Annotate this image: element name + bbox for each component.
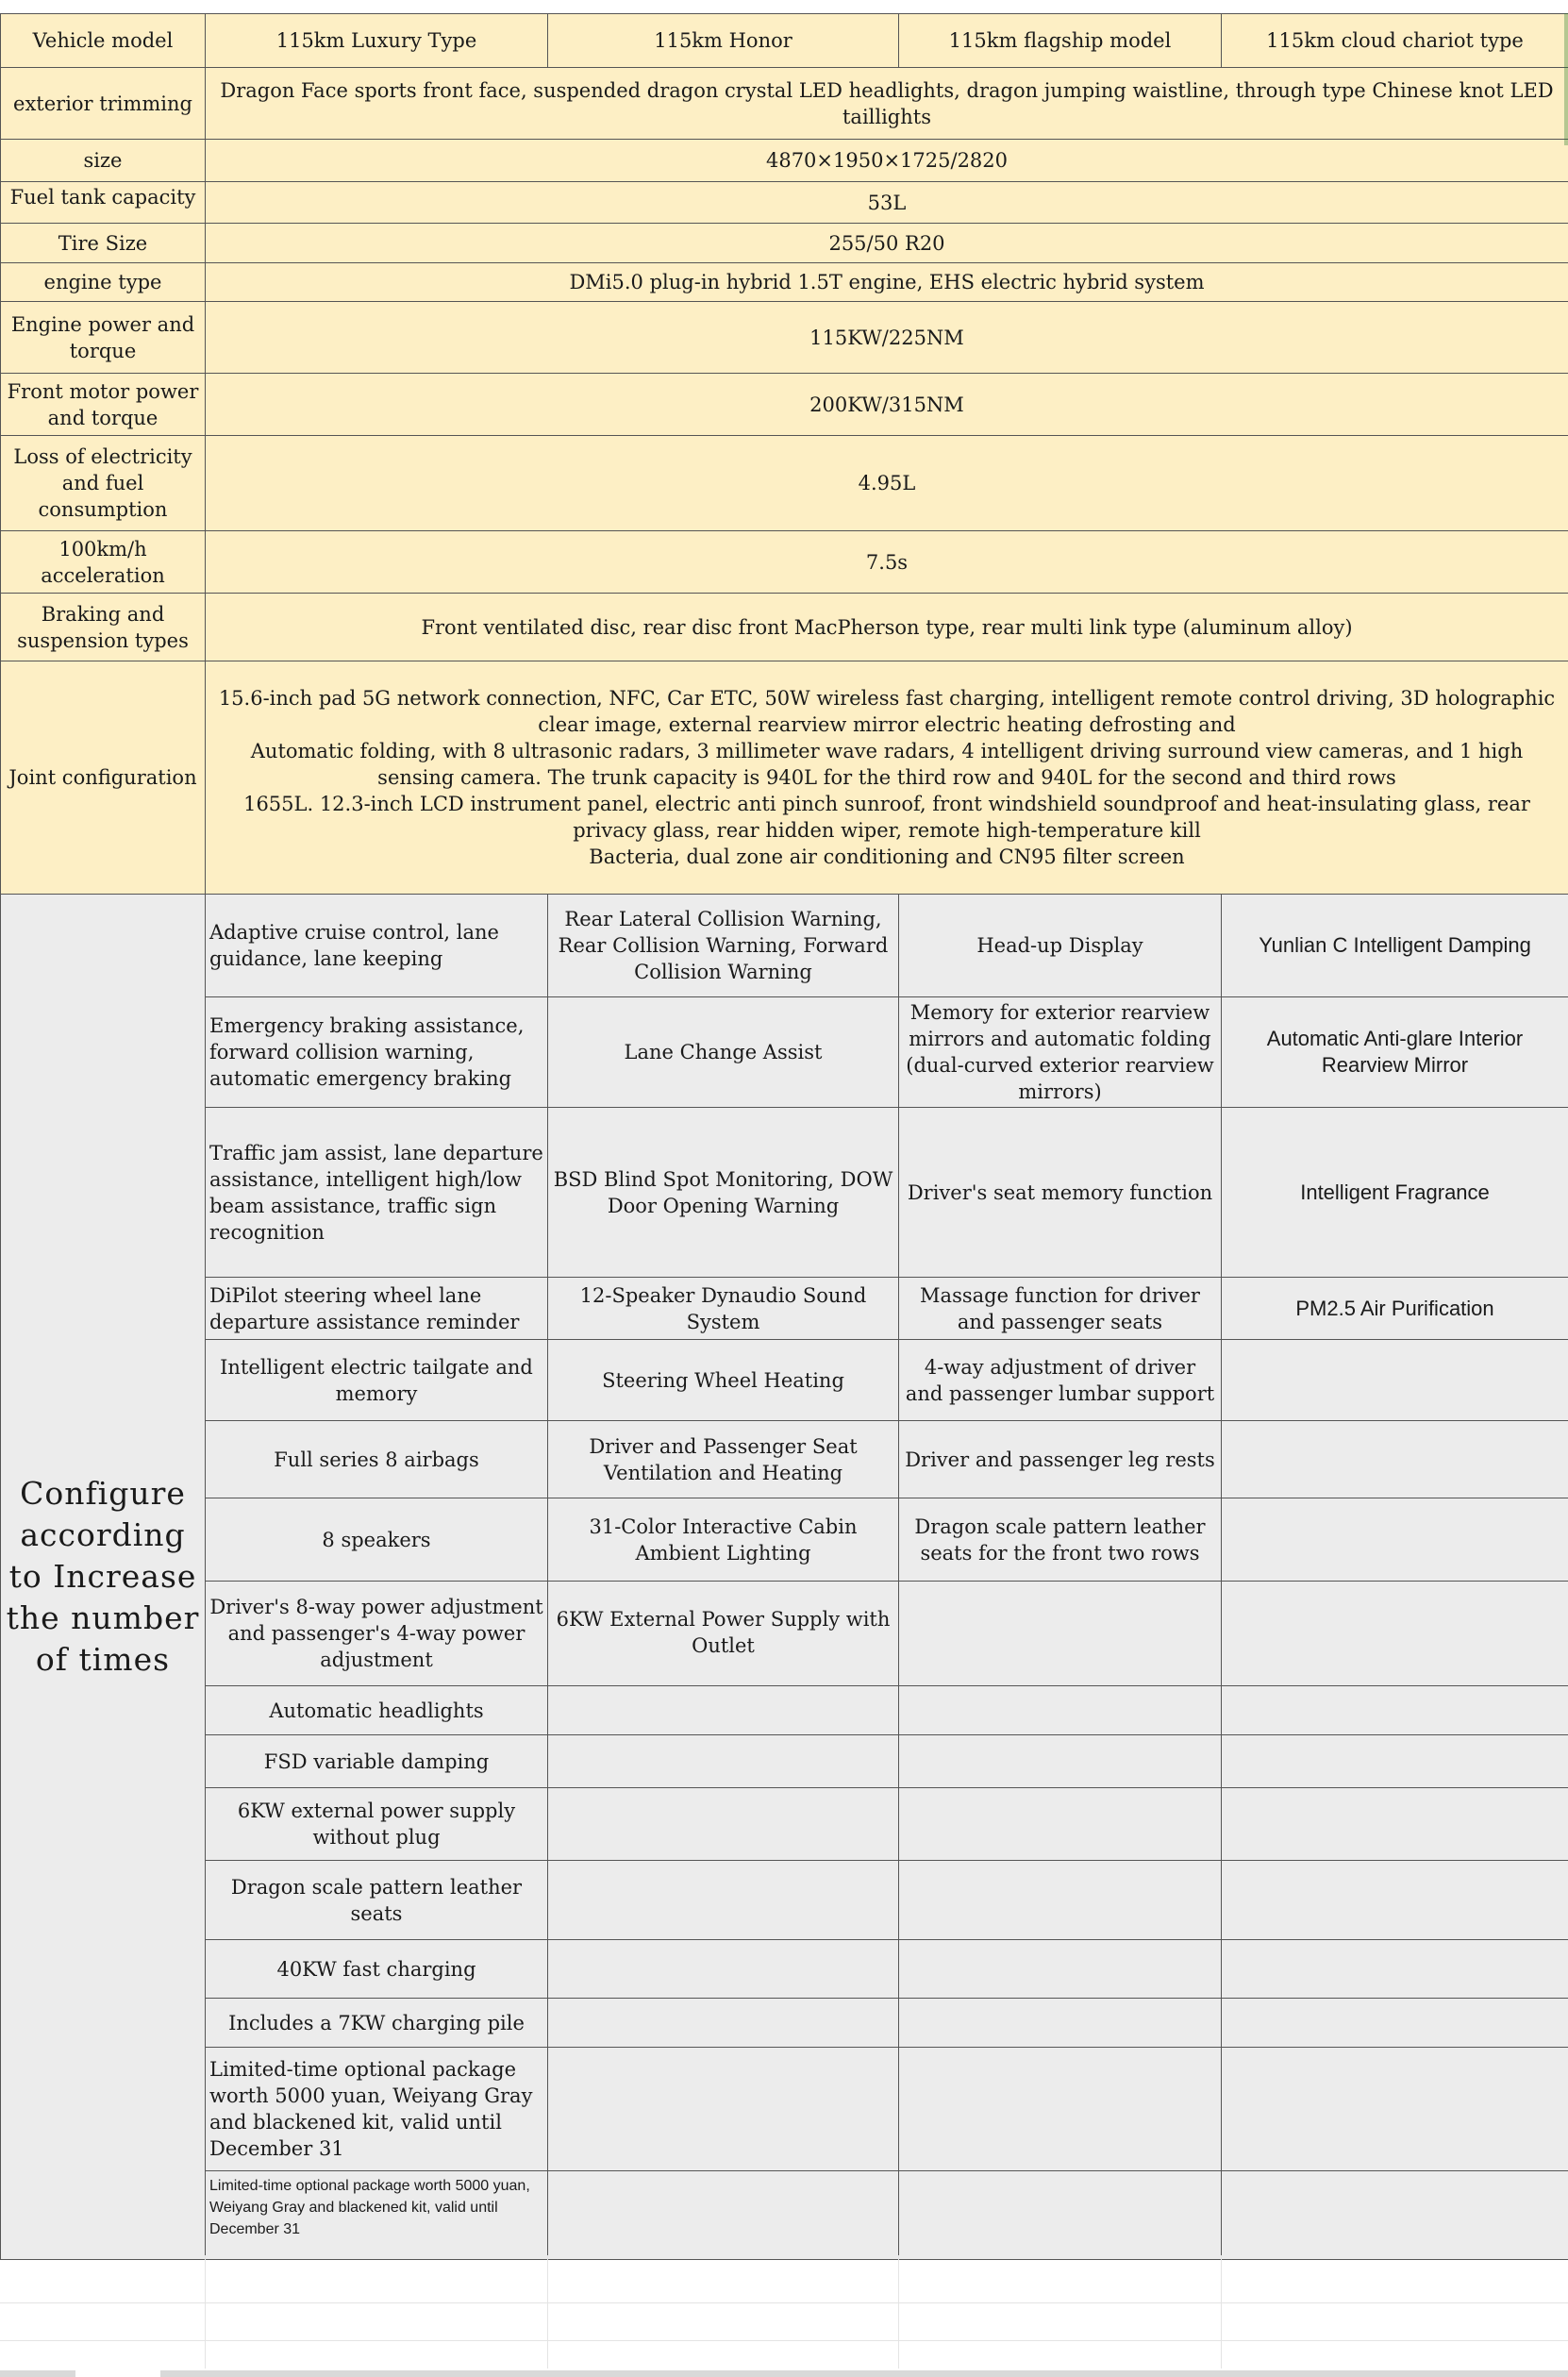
config-cell: Intelligent electric tailgate and memory: [206, 1340, 548, 1421]
value-size: 4870×1950×1725/2820: [206, 140, 1568, 182]
config-cell: [899, 1940, 1222, 1999]
config-row: [1, 1735, 1568, 1788]
table-row: [1, 263, 1568, 302]
config-cell: Dragon scale pattern leather seats for the front two rows: [899, 1498, 1222, 1582]
row-label-fuel-tank: Fuel tank capacity: [1, 182, 206, 224]
table-row: [1, 302, 1568, 374]
config-cell: [1222, 1861, 1568, 1940]
config-cell: Includes a 7KW charging pile: [206, 1999, 548, 2048]
config-cell: Intelligent Fragrance: [1222, 1108, 1568, 1278]
config-cell: Traffic jam assist, lane departure assistance, intelligent high/low beam assistance, traffic sign recognition: [206, 1108, 548, 1278]
row-label-tire-size: Tire Size: [1, 224, 206, 263]
config-row: [1, 2171, 1568, 2260]
empty-gridline: [0, 2302, 1568, 2303]
config-cell: PM2.5 Air Purification: [1222, 1278, 1568, 1340]
config-cell: Full series 8 airbags: [206, 1421, 548, 1498]
config-cell: Limited-time optional package worth 5000 yuan, Weiyang Gray and blackened kit, valid until December 31: [206, 2048, 548, 2171]
config-row: [1, 1686, 1568, 1735]
config-cell: [899, 1788, 1222, 1861]
value-fuel-tank: 53L: [206, 182, 1568, 224]
row-label-acceleration: 100km/h acceleration: [1, 531, 206, 594]
value-acceleration: 7.5s: [206, 531, 1568, 594]
row-label-size: size: [1, 140, 206, 182]
config-cell: [899, 1582, 1222, 1686]
config-cell: [548, 1788, 899, 1861]
joint-line: Bacteria, dual zone air conditioning and CN95 filter screen: [589, 845, 1185, 868]
value-tire-size: 255/50 R20: [206, 224, 1568, 263]
row-label-exterior: exterior trimming: [1, 68, 206, 140]
config-cell: [1222, 1735, 1568, 1788]
config-cell: [899, 1686, 1222, 1735]
config-cell: Limited-time optional package worth 5000 yuan, Weiyang Gray and blackened kit, valid until December 31: [206, 2171, 548, 2260]
config-cell: FSD variable damping: [206, 1735, 548, 1788]
config-row: [1, 895, 1568, 997]
model-header: 115km Honor: [548, 14, 899, 68]
config-row: [1, 1999, 1568, 2048]
value-braking: Front ventilated disc, rear disc front MacPherson type, rear multi link type (aluminum alloy): [206, 594, 1568, 661]
config-cell: [899, 2048, 1222, 2171]
row-label-consumption: Loss of electricity and fuel consumption: [1, 436, 206, 531]
config-row: [1, 1861, 1568, 1940]
config-cell: [1222, 1686, 1568, 1735]
table-row: [1, 374, 1568, 436]
row-label-vehicle-model: Vehicle model: [1, 14, 206, 68]
row-label-braking: Braking and suspension types: [1, 594, 206, 661]
config-cell: [548, 1735, 899, 1788]
joint-line: 15.6-inch pad 5G network connection, NFC, Car ETC, 50W wireless fast charging, intelligent remote control driving, 3D holographic clear image, external rearview mirror electric heating defrosting and: [218, 687, 1556, 736]
config-cell: BSD Blind Spot Monitoring, DOW Door Opening Warning: [548, 1108, 899, 1278]
config-cell: 40KW fast charging: [206, 1940, 548, 1999]
config-cell: Adaptive cruise control, lane guidance, lane keeping: [206, 895, 548, 997]
config-cell: Head-up Display: [899, 895, 1222, 997]
config-cell: Driver's 8-way power adjustment and passenger's 4-way power adjustment: [206, 1582, 548, 1686]
table-row: [1, 594, 1568, 661]
table-row: [1, 531, 1568, 594]
config-cell: Memory for exterior rearview mirrors and automatic folding (dual-curved exterior rearview mirrors): [899, 997, 1222, 1108]
config-row: [1, 2048, 1568, 2171]
config-cell: Yunlian C Intelligent Damping: [1222, 895, 1568, 997]
config-cell: [1222, 1340, 1568, 1421]
value-exterior: Dragon Face sports front face, suspended dragon crystal LED headlights, dragon jumping waistline, through type Chinese knot LED taillights: [206, 68, 1568, 140]
config-cell: Driver's seat memory function: [899, 1108, 1222, 1278]
config-cell: [1222, 1999, 1568, 2048]
config-cell: [899, 2171, 1222, 2260]
config-cell: Massage function for driver and passenger seats: [899, 1278, 1222, 1340]
config-cell: 31-Color Interactive Cabin Ambient Lighting: [548, 1498, 899, 1582]
model-header: 115km Luxury Type: [206, 14, 548, 68]
config-row: [1, 1498, 1568, 1582]
table-row: [1, 140, 1568, 182]
config-cell: Emergency braking assistance, forward collision warning, automatic emergency braking: [206, 997, 548, 1108]
config-cell: [1222, 1940, 1568, 1999]
config-cell: 4-way adjustment of driver and passenger lumbar support: [899, 1340, 1222, 1421]
config-cell: Rear Lateral Collision Warning, Rear Collision Warning, Forward Collision Warning: [548, 895, 899, 997]
config-cell: DiPilot steering wheel lane departure assistance reminder: [206, 1278, 548, 1340]
empty-gridline: [1221, 2255, 1222, 2369]
config-cell: 12-Speaker Dynaudio Sound System: [548, 1278, 899, 1340]
row-label-engine-type: engine type: [1, 263, 206, 302]
config-cell: [548, 2171, 899, 2260]
config-row: [1, 1340, 1568, 1421]
value-front-motor: 200KW/315NM: [206, 374, 1568, 436]
empty-gridline: [547, 2255, 548, 2369]
config-cell: [1222, 2048, 1568, 2171]
config-row: [1, 1788, 1568, 1861]
config-cell: [1222, 1421, 1568, 1498]
joint-line: Automatic folding, with 8 ultrasonic radars, 3 millimeter wave radars, 4 intelligent driving surround view cameras, and 1 high sensing camera. The trunk capacity is 940L for the third row and 940L for the second and third rows: [250, 740, 1524, 789]
config-cell: [899, 1735, 1222, 1788]
config-cell: 6KW External Power Supply with Outlet: [548, 1582, 899, 1686]
config-cell: Driver and Passenger Seat Ventilation and Heating: [548, 1421, 899, 1498]
header-row: [1, 14, 1568, 68]
config-cell: 8 speakers: [206, 1498, 548, 1582]
empty-gridline: [0, 2340, 1568, 2341]
value-joint-configuration: [206, 661, 1568, 895]
config-cell: [1222, 1582, 1568, 1686]
config-cell: Automatic headlights: [206, 1686, 548, 1735]
table-row: [1, 436, 1568, 531]
config-cell: [548, 1999, 899, 2048]
empty-gridline: [898, 2255, 899, 2369]
selection-edge: [1564, 13, 1568, 145]
config-cell: [548, 1686, 899, 1735]
config-row: [1, 1421, 1568, 1498]
config-cell: [548, 1940, 899, 1999]
row-label-front-motor: Front motor power and torque: [1, 374, 206, 436]
config-cell: 6KW external power supply without plug: [206, 1788, 548, 1861]
config-cell: [899, 1861, 1222, 1940]
config-cell: [1222, 1788, 1568, 1861]
value-engine-type: DMi5.0 plug-in hybrid 1.5T engine, EHS electric hybrid system: [206, 263, 1568, 302]
spec-table: [0, 13, 1568, 2260]
row-label-engine-power: Engine power and torque: [1, 302, 206, 374]
sheet-tab[interactable]: [75, 2370, 160, 2377]
joint-line: 1655L. 12.3-inch LCD instrument panel, electric anti pinch sunroof, front windshield soundproof and heat-insulating glass, rear privacy glass, rear hidden wiper, remote high-temperature kill: [243, 793, 1530, 842]
config-cell: Lane Change Assist: [548, 997, 899, 1108]
model-header: 115km flagship model: [899, 14, 1222, 68]
config-cell: Automatic Anti-glare Interior Rearview Mirror: [1222, 997, 1568, 1108]
config-row: [1, 1940, 1568, 1999]
empty-gridline: [205, 2255, 206, 2369]
model-header: 115km cloud chariot type: [1222, 14, 1568, 68]
config-cell: Dragon scale pattern leather seats: [206, 1861, 548, 1940]
table-row: [1, 661, 1568, 895]
sheet-tab-bar[interactable]: [0, 2370, 1568, 2377]
row-label-joint-configuration: Joint configuration: [1, 661, 206, 895]
config-cell: [1222, 1498, 1568, 1582]
table-row: [1, 182, 1568, 224]
config-cell: Driver and passenger leg rests: [899, 1421, 1222, 1498]
config-cell: [548, 1861, 899, 1940]
config-row: [1, 1582, 1568, 1686]
config-cell: [1222, 2171, 1568, 2260]
config-row: [1, 1108, 1568, 1278]
config-row: [1, 1278, 1568, 1340]
config-cell: [899, 1999, 1222, 2048]
config-cell: Steering Wheel Heating: [548, 1340, 899, 1421]
config-section-label: Configure according to Increase the number of times: [1, 895, 206, 2260]
config-cell: [548, 2048, 899, 2171]
value-consumption: 4.95L: [206, 436, 1568, 531]
config-row: [1, 997, 1568, 1108]
table-row: [1, 224, 1568, 263]
value-engine-power: 115KW/225NM: [206, 302, 1568, 374]
table-row: [1, 68, 1568, 140]
